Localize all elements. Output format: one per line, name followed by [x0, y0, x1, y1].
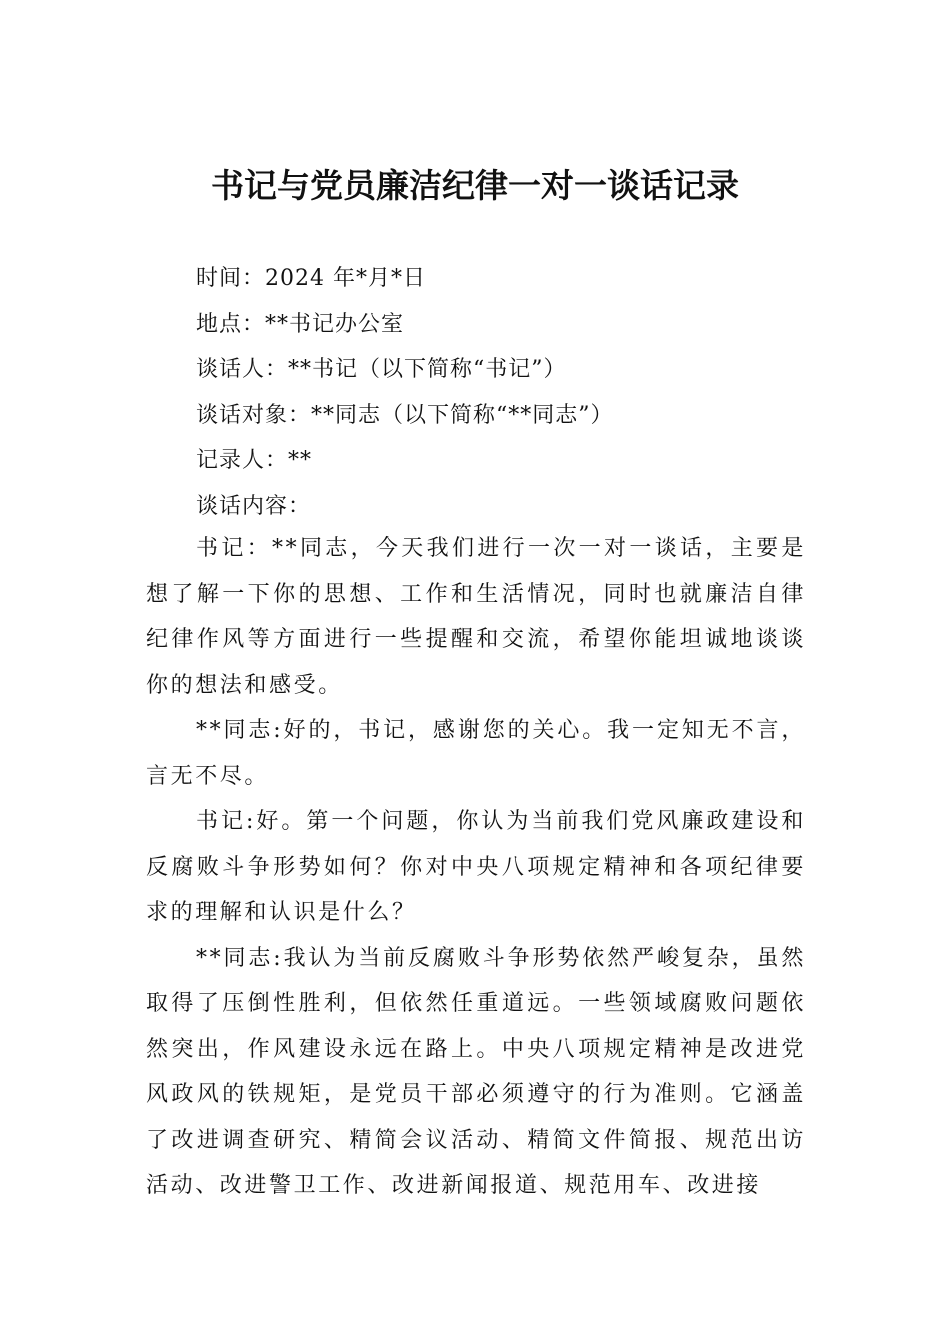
dialogue-body: [146, 526, 806, 1209]
meta-recorder: 记录人：**: [196, 448, 313, 473]
paragraph: **同志:好的，书记，感谢您的关心。我一定知无不言，言无不尽。: [146, 718, 806, 789]
meta-place: 地点：**书记办公室: [196, 311, 405, 337]
paragraph: 书记:好。第一个问题，你认为当前我们党风廉政建设和反腐败斗争形势如何？你对中央八项规定精神和各项纪律要求的理解和认识是什么？: [146, 809, 806, 925]
document-title: 书记与党员廉洁纪律一对一谈话记录: [211, 166, 739, 205]
paragraph: **同志:我认为当前反腐败斗争形势依然严峻复杂，虽然取得了压倒性胜利，但依然任重道远。一些领域腐败问题依然突出，作风建设永远在路上。中央八项规定精神是改进党风政风的铁规矩，是党员干部必须遵守的行为准则。它涵盖了改进调查研究、精简会议活动、精简文件简报、规范出访活动、改进警卫工作、改进新闻报道、规范用车、改进接: [146, 945, 806, 1198]
meta-target: 谈话对象：**同志（以下简称“**同志”）: [196, 402, 614, 428]
meta-block: [196, 256, 836, 529]
meta-speaker: 谈话人：**书记（以下简称“书记”）: [196, 357, 567, 382]
meta-time: 时间：2024 年*月*日: [196, 266, 426, 291]
paragraph: 书记：**同志，今天我们进行一次一对一谈话，主要是想了解一下你的思想、工作和生活情况，同时也就廉洁自律纪律作风等方面进行一些提醒和交流，希望你能坦诚地谈谈你的想法和感受。: [146, 536, 806, 698]
meta-content-label: 谈话内容：: [196, 493, 312, 519]
